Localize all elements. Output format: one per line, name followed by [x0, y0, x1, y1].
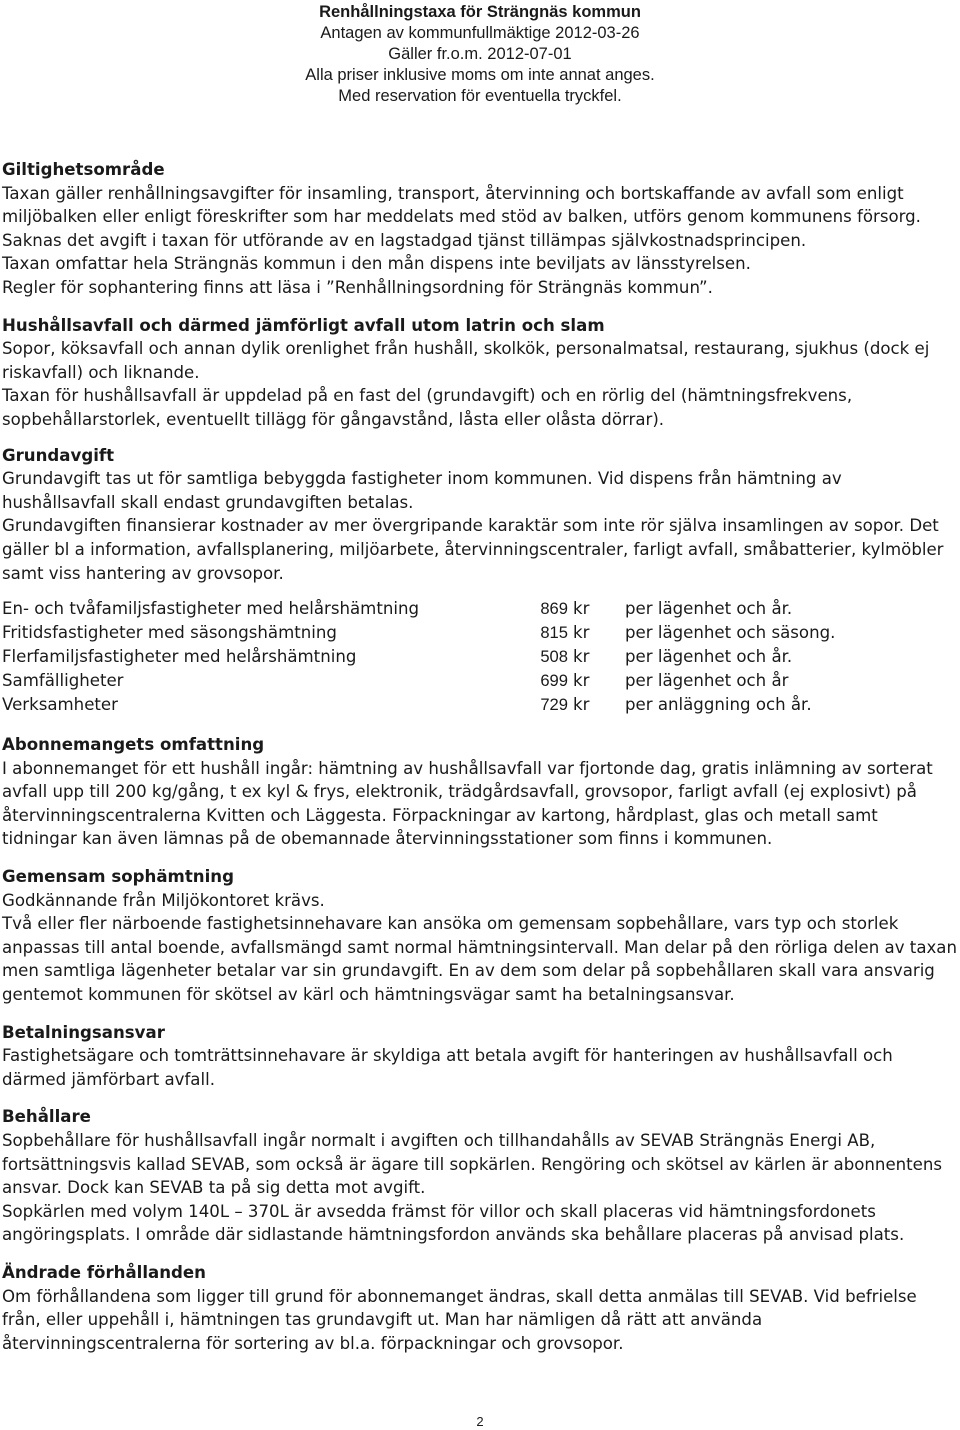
section-title: Grundavgift	[2, 445, 115, 465]
paragraph: Om förhållandena som ligger till grund för abonnemanget ändras, skall detta anmälas till SEVAB. Vid befrielse från, eller uppehåll i, hämtningen tas grundavgift ut. Man har nämligen då rätt att använda återvinningscentralerna för sortering av bl.a. förpackningar och grovsopor.	[2, 1286, 917, 1353]
section-title: Ändrade förhållanden	[2, 1262, 206, 1282]
section-title: Betalningsansvar	[2, 1022, 165, 1042]
section-gemensam	[2, 865, 957, 1007]
paragraph: Taxan för hushållsavfall är uppdelad på en fast del (grundavgift) och en rörlig del (hämtningsfrekvens, sopbehållarstorlek, eventuellt tillägg för gångavstånd, låsta eller olåsta dörrar).	[2, 386, 853, 429]
reservation-note: Med reservation för eventuella tryckfel.	[338, 87, 622, 105]
section-title: Gemensam sophämtning	[2, 867, 234, 887]
valid-from-note: Gäller fr.o.m. 2012-07-01	[388, 45, 572, 63]
fee-category: Verksamheter	[2, 695, 118, 715]
fee-period: per lägenhet och år	[625, 671, 789, 691]
page-number: 2	[476, 1414, 484, 1429]
paragraph: Fastighetsägare och tomträttsinnehavare är skyldiga att betala avgift för hanteringen av hushållsavfall och därmed jämförbart avfall.	[2, 1046, 893, 1089]
section-grundavgift	[2, 444, 957, 586]
section-title: Hushållsavfall och därmed jämförligt avfall utom latrin och slam	[2, 315, 605, 335]
table-row	[2, 645, 835, 669]
section-abonnemang	[2, 733, 957, 851]
fee-category: Samfälligheter	[2, 671, 124, 691]
fee-unit: kr	[573, 599, 590, 619]
section-behallare	[2, 1105, 957, 1247]
paragraph: Två eller fler närboende fastighetsinnehavare kan ansöka om gemensam sopbehållare, vars typ och storlek anpassas till antal boende, avfallsmängd samt normal hämtningsintervall. Man delar på den rörliga delen av taxan men samtliga lägenheter betalar var sin grundavgift. En av dem som delar på sopbehållaren skall vara ansvarig gentemot kommunen för skötsel av kärl och hämtningsvägar samt ha betalningsansvar.	[2, 914, 957, 1005]
fee-unit: kr	[573, 671, 590, 691]
table-row	[2, 693, 835, 717]
paragraph: Grundavgift tas ut för samtliga bebyggda fastigheter inom kommunen. Vid dispens från hämtning av hushållsavfall skall endast grundavgiften betalas.	[2, 469, 842, 512]
fee-amount: 869	[540, 599, 568, 619]
fee-category: Flerfamiljsfastigheter med helårshämtning	[2, 647, 357, 667]
fee-unit: kr	[573, 647, 590, 667]
section-hushall	[2, 314, 957, 432]
adoption-note: Antagen av kommunfullmäktige 2012-03-26	[320, 24, 640, 42]
section-andrade	[2, 1261, 957, 1355]
paragraph: Regler för sophantering finns att läsa i ”Renhållningsordning för Strängnäs kommun”.	[2, 277, 713, 297]
fee-amount: 729	[540, 695, 568, 715]
fee-period: per lägenhet och år.	[625, 599, 793, 619]
paragraph: Sopor, köksavfall och annan dylik orenlighet från hushåll, skolkök, personalmatsal, restaurang, sjukhus (dock ej riskavfall) och liknande.	[2, 339, 930, 382]
paragraph: Sopkärlen med volym 140L – 370L är avsedda främst för villor och skall placeras vid hämtningsfordonets angöringsplats. I område där sidlastande hämtningsfordon används ska behållare placeras på anvisad plats.	[2, 1201, 905, 1245]
document-title: Renhållningstaxa för Strängnäs kommun	[319, 3, 641, 21]
fee-amount: 815	[540, 623, 568, 643]
table-row	[2, 669, 835, 693]
section-giltighet	[2, 158, 957, 300]
paragraph: Godkännande från Miljökontoret krävs.	[2, 890, 325, 910]
document-header	[0, 2, 960, 107]
fee-amount: 699	[540, 671, 568, 691]
fee-period: per lägenhet och säsong.	[625, 623, 836, 643]
fee-unit: kr	[573, 623, 590, 643]
paragraph: Taxan omfattar hela Strängnäs kommun i den mån dispens inte beviljats av länsstyrelsen.	[2, 254, 751, 274]
paragraph: I abonnemanget för ett hushåll ingår: hämtning av hushållsavfall var fjortonde dag, gratis inlämning av sorterat avfall upp till 200 kg/gång, t ex kyl & frys, elektronik, trädgårdsavfall, grovsopor, farligt avfall (ej explosivt) på återvinningscentralerna Kvitten och Läggesta. Förpackningar av kartong, hårdplast, glas och metall samt tidningar kan även lämnas på de obemannade återvinningsstationer som finns i kommunen.	[2, 758, 933, 849]
table-row	[2, 597, 835, 621]
section-betalning	[2, 1021, 957, 1092]
fee-table	[2, 597, 835, 717]
fee-category: En- och tvåfamiljsfastigheter med helårshämtning	[2, 599, 420, 619]
section-title: Giltighetsområde	[2, 160, 165, 179]
section-title: Abonnemangets omfattning	[2, 735, 265, 755]
fee-amount: 508	[540, 647, 568, 667]
table-row	[2, 621, 835, 645]
document-body	[2, 158, 957, 1355]
prices-note: Alla priser inklusive moms om inte annat anges.	[305, 66, 655, 84]
section-title: Behållare	[2, 1107, 91, 1127]
fee-period: per anläggning och år.	[625, 695, 812, 715]
fee-category: Fritidsfastigheter med säsongshämtning	[2, 623, 337, 643]
fee-period: per lägenhet och år.	[625, 647, 793, 667]
paragraph: Grundavgiften finansierar kostnader av mer övergripande karaktär som inte rör själva insamlingen av sopor. Det gäller bl a information, avfallsplanering, miljöarbete, återvinningscentraler, farligt avfall, småbatterier, kylmöbler samt viss hantering av grovsopor.	[2, 516, 944, 583]
paragraph: Taxan gäller renhållningsavgifter för insamling, transport, återvinning och bortskaffande av avfall som enligt miljöbalken eller enligt föreskrifter som har meddelats med stöd av balken, utförs genom kommunens försorg. Saknas det avgift i taxan för utförande av en lagstadgad tjänst tillämpas självkostnadsprincipen.	[2, 183, 921, 250]
paragraph: Sopbehållare för hushållsavfall ingår normalt i avgiften och tillhandahålls av SEVAB Strängnäs Energi AB, fortsättningsvis kallad SEVAB, som också är ägare till sopkärlen. Rengöring och skötsel av kärlen är abonnentens ansvar. Dock kan SEVAB ta på sig detta mot avgift.	[2, 1131, 943, 1198]
fee-unit: kr	[573, 695, 590, 715]
